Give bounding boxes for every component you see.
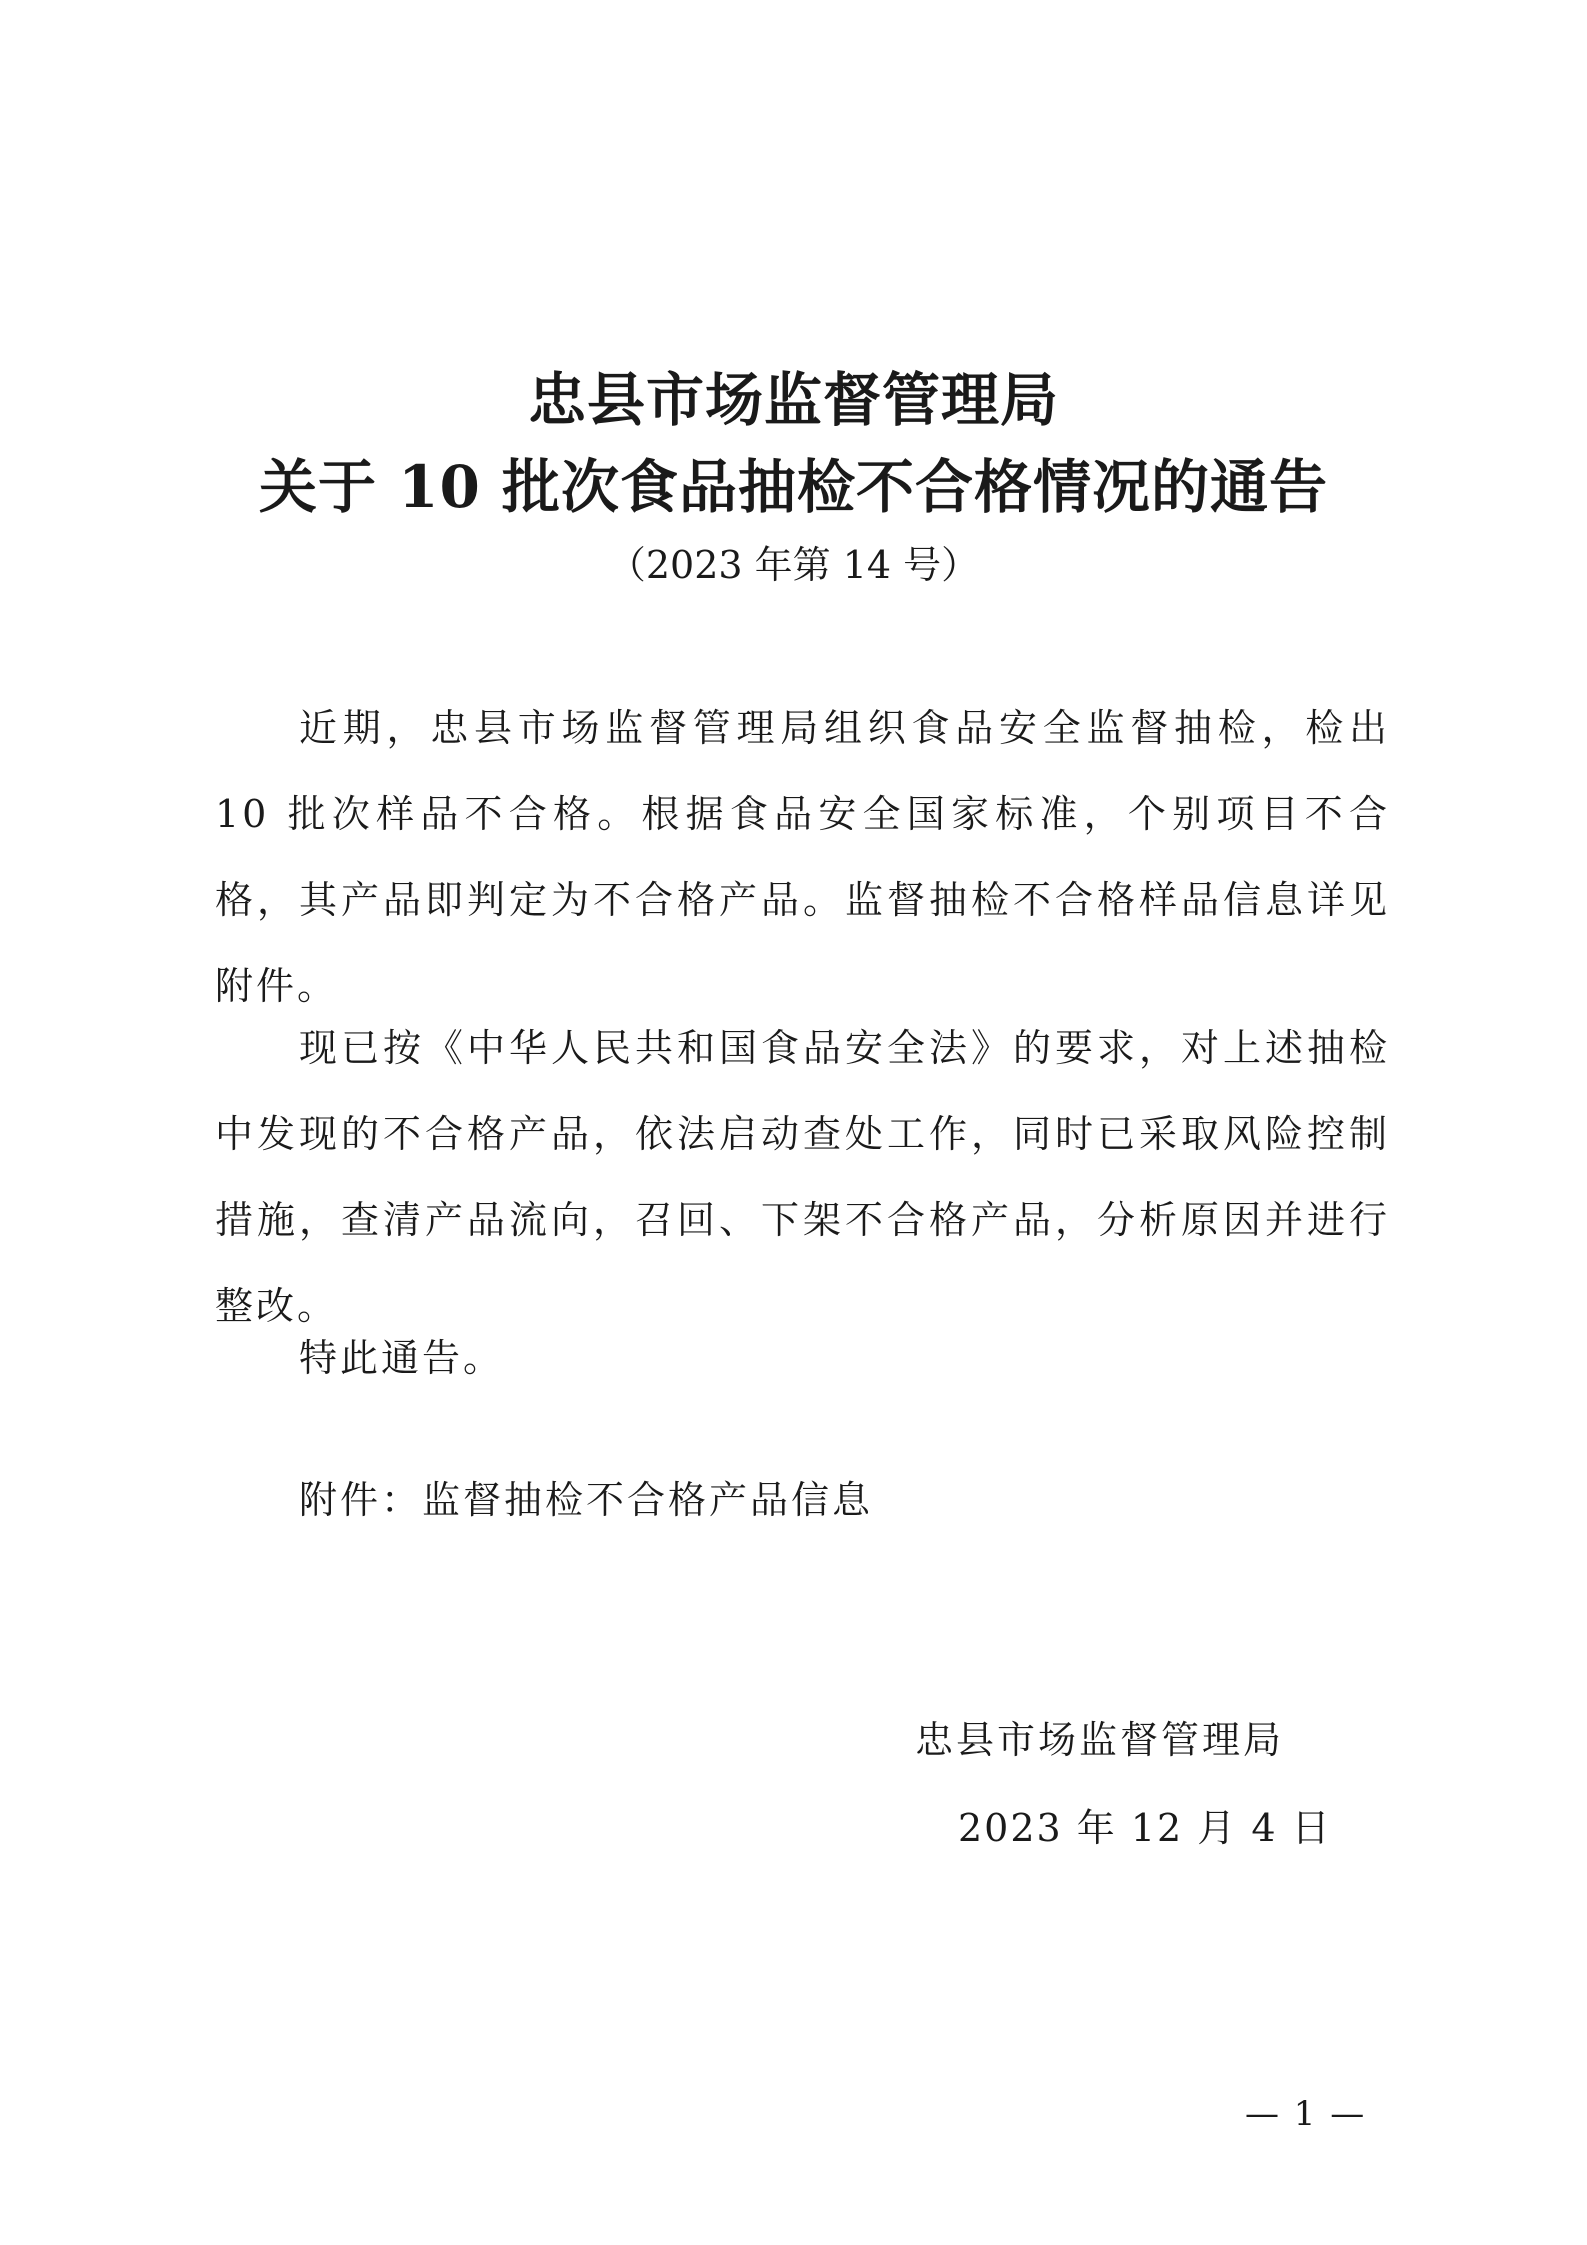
signature-organization: 忠县市场监督管理局 <box>915 1718 1285 1762</box>
document-number: （2023 年第 14 号） <box>607 543 980 587</box>
attachment-note: 附件：监督抽检不合格产品信息 <box>299 1478 874 1522</box>
signature-date: 2023 年 12 月 4 日 <box>958 1806 1332 1850</box>
body-paragraph-1: 近期，忠县市场监督管理局组织食品安全监督抽检，检出 10 批次样品不合格。根据食品安全国家标准，个别项目不合格，其产品即判定为不合格产品。监督抽检不合格样品信息详见附件。 <box>215 706 1390 1008</box>
body-paragraph-closing: 特此通告。 <box>299 1336 505 1380</box>
page-number: — 1 — <box>1245 2094 1367 2134</box>
title-issuer: 忠县市场监督管理局 <box>527 366 1059 434</box>
body-paragraph-2: 现已按《中华人民共和国食品安全法》的要求，对上述抽检中发现的不合格产品，依法启动查处工作，同时已采取风险控制措施，查清产品流向，召回、下架不合格产品，分析原因并进行整改。 <box>215 1026 1390 1328</box>
title-subject: 关于 10 批次食品抽检不合格情况的通告 <box>258 453 1329 521</box>
